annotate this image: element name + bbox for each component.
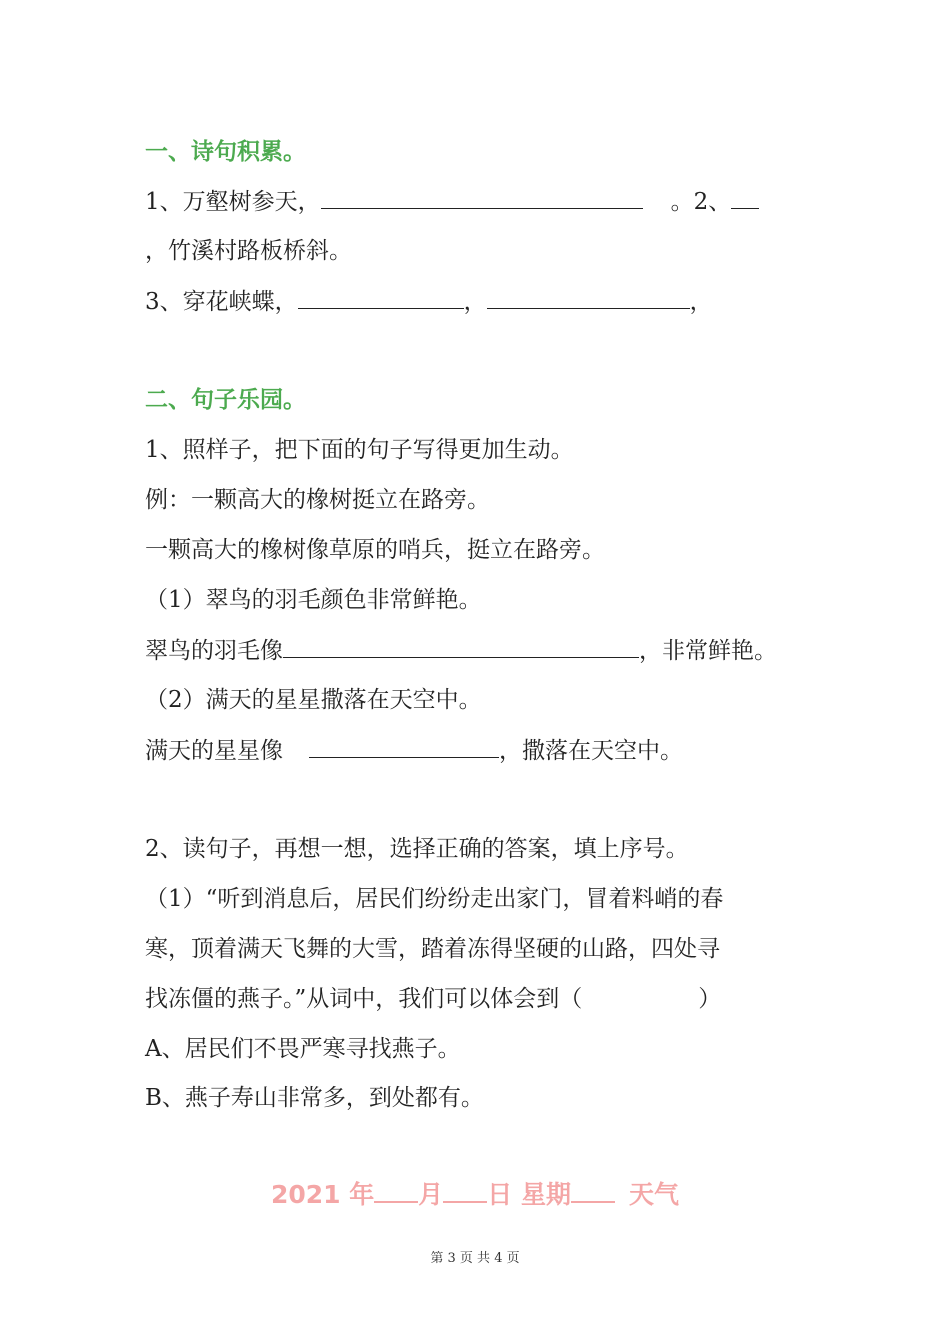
q3-blank-2[interactable] bbox=[487, 286, 690, 309]
item2-fill bbox=[145, 735, 683, 766]
q2-instruction: 2、读句子，再想一想，选择正确的答案，填上序号。 bbox=[145, 836, 689, 862]
q2-passage-line2: 寒，顶着满天飞舞的大雪，踏着冻得坚硬的山路，四处寻 bbox=[145, 936, 720, 962]
q3-end: ， bbox=[689, 289, 713, 315]
date-weather-footer bbox=[0, 1175, 950, 1211]
q1-instruction: 1、照样子，把下面的句子写得更加生动。 bbox=[145, 437, 574, 463]
section1-title: 一、诗句积累。 bbox=[145, 139, 306, 165]
example-answer: 一颗高大的橡树像草原的哨兵，挺立在路旁。 bbox=[145, 537, 605, 563]
footer-month: 月 bbox=[418, 1180, 444, 1209]
q2-passage-line3 bbox=[145, 984, 721, 1014]
q3-line bbox=[145, 286, 713, 317]
q2-line3-close: ） bbox=[698, 986, 722, 1012]
item2-blank[interactable] bbox=[309, 735, 499, 758]
section2-title: 二、句子乐园。 bbox=[145, 387, 306, 413]
q3-prefix: 3、穿花峡蝶， bbox=[145, 289, 298, 315]
footer-day: 日 星期 bbox=[487, 1180, 571, 1209]
page-number: 第 3 页 共 4 页 bbox=[430, 1251, 520, 1266]
item1-fill-prefix: 翠鸟的羽毛像 bbox=[145, 638, 283, 664]
item2: （2）满天的星星撒落在天空中。 bbox=[145, 687, 482, 713]
footer-weekday-blank[interactable] bbox=[571, 1179, 615, 1203]
item1-blank[interactable] bbox=[283, 635, 639, 658]
q2-suffix: ，竹溪村路板桥斜。 bbox=[145, 238, 352, 264]
q1-prefix: 1、万壑树参天， bbox=[145, 189, 321, 215]
item1: （1）翠鸟的羽毛颜色非常鲜艳。 bbox=[145, 587, 482, 613]
q2-passage-line1: （1）“听到消息后，居民们纷纷走出家门，冒着料峭的春 bbox=[145, 886, 724, 912]
footer-day-blank[interactable] bbox=[443, 1179, 487, 1203]
item2-fill-suffix: ，撒落在天空中。 bbox=[499, 738, 683, 764]
option-a: A、居民们不畏严寒寻找燕子。 bbox=[145, 1036, 461, 1062]
footer-year: 2021 年 bbox=[270, 1180, 375, 1209]
q2-blank[interactable] bbox=[731, 186, 759, 209]
q3-blank-1[interactable] bbox=[298, 286, 464, 309]
item1-fill bbox=[145, 635, 777, 666]
footer-weather: 天气 bbox=[629, 1180, 680, 1209]
q1-blank[interactable] bbox=[321, 186, 643, 209]
q2-prefix: 。2、 bbox=[670, 189, 732, 215]
item1-fill-suffix: ，非常鲜艳。 bbox=[639, 638, 777, 664]
q1-line bbox=[145, 186, 759, 217]
item2-fill-prefix: 满天的星星像 bbox=[145, 738, 283, 764]
q3-sep: ， bbox=[463, 289, 487, 315]
q2-line3-text: 找冻僵的燕子。”从词中，我们可以体会到（ bbox=[145, 986, 583, 1012]
option-b: B、燕子寿山非常多，到处都有。 bbox=[145, 1085, 484, 1111]
example-label: 例：一颗高大的橡树挺立在路旁。 bbox=[145, 487, 490, 513]
footer-month-blank[interactable] bbox=[374, 1179, 418, 1203]
